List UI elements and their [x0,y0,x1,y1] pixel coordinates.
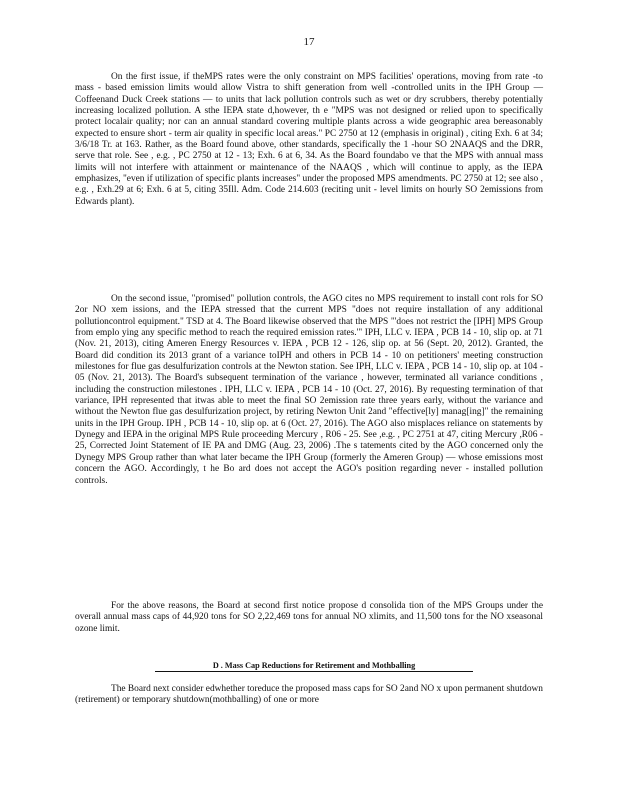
paragraph-first-issue [75,72,543,208]
paragraph-text: For the above reasons, the Board at second first notice propose d consolida tion of the MPS Groups under the overall annual mass caps of 44,920 tons for SO 2,22,469 tons for annual NO xlimits, and 11,500 tons for the NO xseasonal ozone limit. [75,601,543,634]
paragraph-text: The Board next consider edwhether toreduce the proposed mass caps for SO 2and NO x upon permanent shutdown (retirement) or temporary shutdown(mothballing) of one or more [75,684,543,706]
paragraph-conclusion [75,601,543,635]
paragraph-text: On the first issue, if theMPS rates were the only constraint on MPS facilities' operations, moving from rate -to mass - based emission limits would allow Vistra to shift generation from well -controlled units in the IPH Group — Coffeenand Duck Creek stations — to units that lack pollution controls such as wet or dry scrubbers, thereby potentially increasing localized pollution. A sthe IEPA state d,however, th e "MPS was not designed or relied upon to specifically protect localair quality; nor can an annual standard covering multiple plants across a wide geographic area bereasonably expected to ensure short - term air quality in specific local areas." PC 2750 at 12 (emphasis in original) , citing Exh. 6 at 34; 3/6/18 Tr. at 163. Rather, as the Board found above, other standards, specifically the 1 -hour SO 2NAAQS and the DRR, serve that role. See , e.g. , PC 2750 at 12 - 13; Exh. 6 at 6, 34. As the Board foundabo ve that the MPS with annual mass limits will not interfere with attainment or maintenance of the NAAQS , which will continue to apply, as the IEPA emphasizes, "even if utilization of specific plants increases" under the proposed MPS amendments. PC 2750 at 12; see also , e.g. , Exh.29 at 6; Exh. 6 at 5, citing 35Ill. Adm. Code 214.603 (reciting unit - level limits on hourly SO 2emissions from Edwards plant). [75,72,543,207]
section-heading: D . Mass Cap Reductions for Retirement and Mothballing [155,660,473,672]
paragraph-text: On the second issue, "promised" pollution controls, the AGO cites no MPS requirement to install cont rols for SO 2or NO xem issions, and the IEPA stressed that the current MPS "does not require installation of any additional pollutioncontrol equipment." TSD at 4. The Board likewise observed that the MPS "'does not restrict the [IPH] MPS Group from emplo ying any specific method to reach the required emission rates.'" IPH, LLC v. IEPA , PCB 14 - 10, slip op. at 71 (Nov. 21, 2013), citing Ameren Energy Resources v. IEPA , PCB 12 - 126, slip op. at 56 (Sept. 20, 2012). Granted, the Board did condition its 2013 grant of a variance toIPH and others in PCB 14 - 10 on petitioners' meeting construction milestones for flue gas desulfurization controls at the Newton station. See IPH, LLC v. IEPA , PCB 14 - 10, slip op. at 104 - 05 (Nov. 21, 2013). The Board's subsequent termination of the variance , however, terminated all variance conditions , including the construction milestones . IPH, LLC v. IEPA , PCB 14 - 10 (Oct. 27, 2016). By requesting termination of that variance, IPH represented that itwas able to meet the final SO 2emission rate three years early, without the variance and without the Newton flue gas desulfurization project, by retiring Newton Unit 2and "effective[ly] manag[ing]" the remaining units in the IPH Group. IPH , PCB 14 - 10, slip op. at 6 (Oct. 27, 2016). The AGO also misplaces reliance on statements by Dynegy and IEPA in the original MPS Rule proceeding Mercury , R06 - 25. See ,e.g. , PC 2751 at 47, citing Mercury ,R06 - 25, Corrected Joint Statement of IE PA and DMG (Aug. 23, 2006) .The s tatements cited by the AGO concerned only the Dynegy MPS Group rather than what later became the IPH Group (formerly the Ameren Group) — whose emissions most concern the AGO. Accordingly, t he Bo ard does not accept the AGO's position regarding never - installed pollution controls. [75,294,543,486]
paragraph-mass-cap [75,684,543,707]
paragraph-second-issue [75,294,543,487]
page-number: 17 [303,36,315,48]
